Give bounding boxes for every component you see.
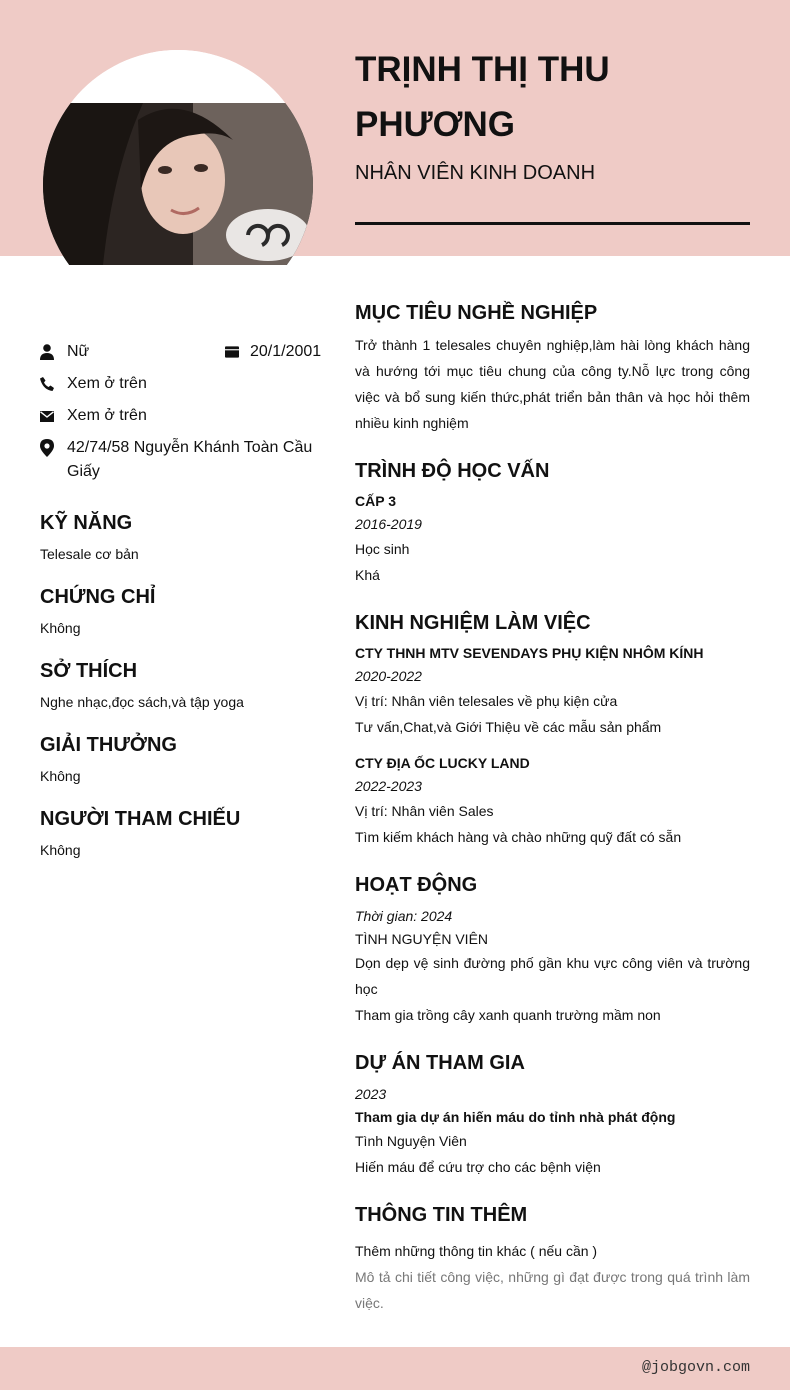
email-value: Xem ở trên [67,407,147,424]
profile-photo [43,50,313,320]
experience-description: Tìm kiếm khách hàng và chào những quỹ đất có sẵn [355,829,682,845]
dob-group [225,340,325,364]
experience-description: Tư vấn,Chat,và Giới Thiệu về các mẫu sản phẩm [355,719,662,735]
education-section [355,458,750,588]
activities-heading: HOẠT ĐỘNG [355,874,478,896]
email-row [40,404,325,428]
skills-heading: KỸ NĂNG [40,512,133,534]
project-role: Tình Nguyện Viên [355,1133,467,1149]
references-heading: NGƯỜI THAM CHIẾU [40,808,241,830]
footer-credit: @jobgovn.com [641,1359,750,1376]
mail-icon [40,404,54,428]
additional-info-section [355,1202,750,1316]
certificates-section [40,584,325,638]
address-value: 42/74/58 Nguyễn Khánh Toàn Cầu Giấy [67,439,313,480]
education-grade: Khá [355,567,380,583]
location-pin-icon [40,436,54,460]
project-year: 2023 [355,1086,387,1102]
hobbies-heading: SỞ THÍCH [40,660,138,682]
hobbies-body: Nghe nhạc,đọc sách,và tập yoga [40,694,244,710]
activities-section [355,872,750,1028]
projects-section [355,1050,750,1180]
objective-text: Trở thành 1 telesales chuyên nghiệp,làm hài lòng khách hàng và hướng tới mục tiêu chung của công ty.Nỗ lực trong công việc và bổ sung kiến thức,phát triển bản thân và học hỏi thêm nhiều kinh nghiệm [355,337,750,431]
experience-section [355,610,750,850]
person-icon [40,340,54,364]
awards-heading: GIẢI THƯỞNG [40,734,177,756]
title-divider [355,222,750,225]
experience-period: 2022-2023 [355,778,422,794]
experience-item [355,752,750,850]
profile-photo-image [43,50,313,320]
gender-dob-row [40,340,325,364]
job-title: NHÂN VIÊN KINH DOANH [355,162,596,184]
left-column [40,340,325,860]
education-school: CẤP 3 [355,493,396,509]
additional-info-placeholder: Mô tả chi tiết công việc, những gì đạt được trong quá trình làm việc. [355,1269,750,1311]
activities-time: Thời gian: 2024 [355,908,453,924]
candidate-name: TRỊNH THỊ THU PHƯƠNG [355,50,610,144]
additional-info-line: Thêm những thông tin khác ( nếu cần ) [355,1243,598,1259]
dob-value: 20/1/2001 [250,343,322,360]
phone-row [40,372,325,396]
education-period: 2016-2019 [355,516,422,532]
projects-heading: DỰ ÁN THAM GIA [355,1052,525,1074]
references-body: Không [40,842,81,858]
activities-description: Dọn dẹp vệ sinh đường phố gần khu vực công viên và trường học [355,955,750,997]
objective-section [355,300,750,436]
certificates-body: Không [40,620,81,636]
skills-section [40,510,325,564]
education-heading: TRÌNH ĐỘ HỌC VẤN [355,460,550,482]
education-role: Học sinh [355,541,410,557]
phone-icon [40,372,54,396]
calendar-icon [225,340,239,364]
project-description: Hiến máu để cứu trợ cho các bệnh viện [355,1159,601,1175]
additional-info-heading: THÔNG TIN THÊM [355,1204,528,1226]
activities-org: TÌNH NGUYỆN VIÊN [355,931,489,947]
skills-body: Telesale cơ bản [40,546,139,562]
activities-description-2: Tham gia trồng cây xanh quanh trường mầm non [355,1007,661,1023]
right-column [355,300,750,1338]
address-row [40,436,325,484]
objective-heading: MỤC TIÊU NGHỀ NGHIỆP [355,302,598,324]
awards-section [40,732,325,786]
experience-period: 2020-2022 [355,668,422,684]
experience-item [355,642,750,740]
references-section [40,806,325,860]
experience-company: CTY THNH MTV SEVENDAYS PHỤ KIỆN NHÔM KÍNH [355,645,704,661]
experience-company: CTY ĐỊA ỐC LUCKY LAND [355,755,530,771]
awards-body: Không [40,768,81,784]
gender-value: Nữ [67,343,90,360]
phone-value: Xem ở trên [67,375,147,392]
experience-heading: KINH NGHIỆM LÀM VIỆC [355,612,591,634]
certificates-heading: CHỨNG CHỈ [40,586,156,608]
experience-position: Vị trí: Nhân viên telesales về phụ kiện cửa [355,693,618,709]
experience-position: Vị trí: Nhân viên Sales [355,803,494,819]
footer-band [0,1347,790,1390]
project-name: Tham gia dự án hiến máu do tỉnh nhà phát động [355,1109,676,1125]
hobbies-section [40,658,325,712]
